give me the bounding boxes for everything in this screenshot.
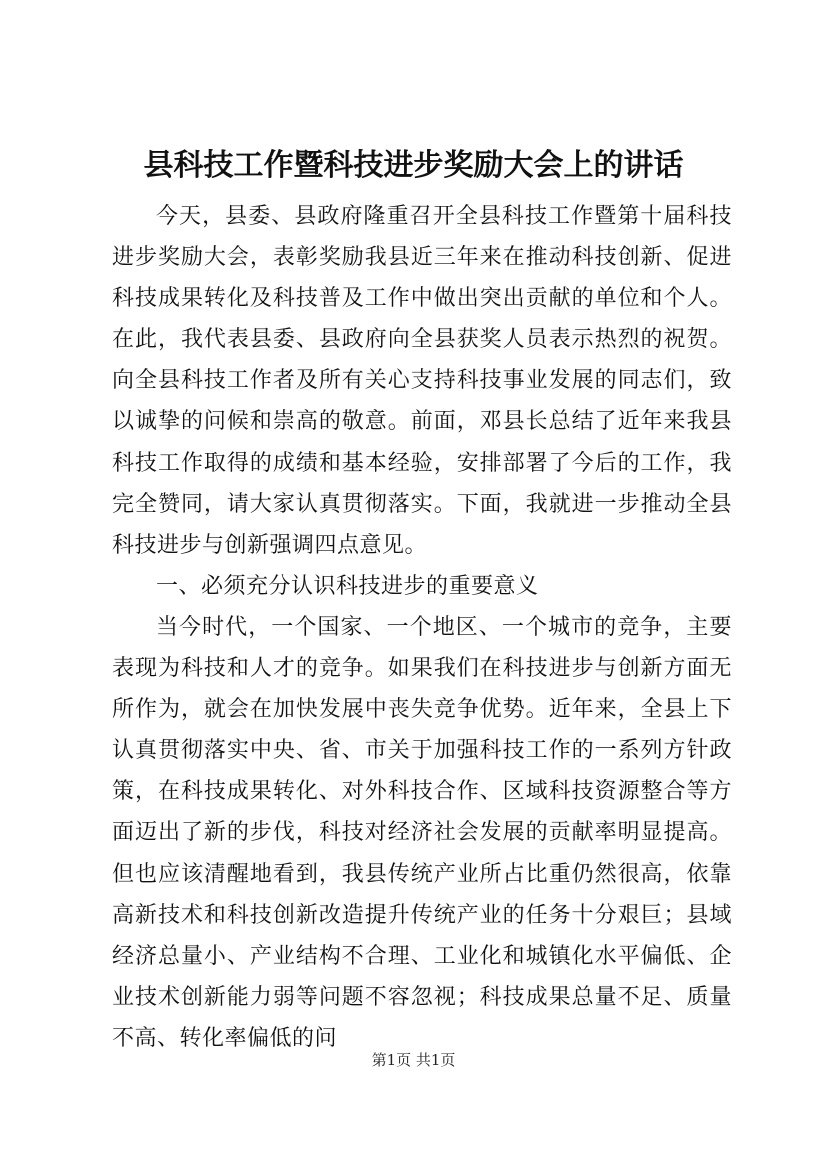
section-heading: 一、必须充分认识科技进步的重要意义 <box>156 573 539 599</box>
intro-paragraph: 今天，县委、县政府隆重召开全县科技工作暨第十届科技进步奖励大会，表彰奖励我县近三年来在推动科技创新、促进科技成果转化及科技普及工作中做出突出贡献的单位和个人。在此，我代表县委、县政府向全县获奖人员表示热烈的祝贺。向全县科技工作者及所有关心支持科技事业发展的同志们，致以诚挚的问候和崇高的敬意。前面，邓县长总结了近年来我县科技工作取得的成绩和基本经验，安排部署了今后的工作，我完全赞同，请大家认真贯彻落实。下面，我就进一步推动全县科技进步与创新强调四点意见。 <box>112 204 732 558</box>
page-footer: 第1页 共1页 <box>371 1051 456 1069</box>
section-paragraph: 当今时代，一个国家、一个地区、一个城市的竞争，主要表现为科技和人才的竞争。如果我们在科技进步与创新方面无所作为，就会在加快发展中丧失竞争优势。近年来，全县上下认真贯彻落实中央、省、市关于加强科技工作的一系列方针政策，在科技成果转化、对外科技合作、区域科技资源整合等方面迈出了新的步伐，科技对经济社会发展的贡献率明显提高。但也应该清醒地看到，我县传统产业所占比重仍然很高，依靠高新技术和科技创新改造提升传统产业的任务十分艰巨；县域经济总量小、产业结构不合理、工业化和城镇化水平偏低、企业技术创新能力弱等问题不容忽视；科技成果总量不足、质量不高、转化率偏低的问 <box>112 614 732 1051</box>
document-body <box>112 196 732 1059</box>
document-title: 县科技工作暨科技进步奖励大会上的讲话 <box>143 148 684 183</box>
